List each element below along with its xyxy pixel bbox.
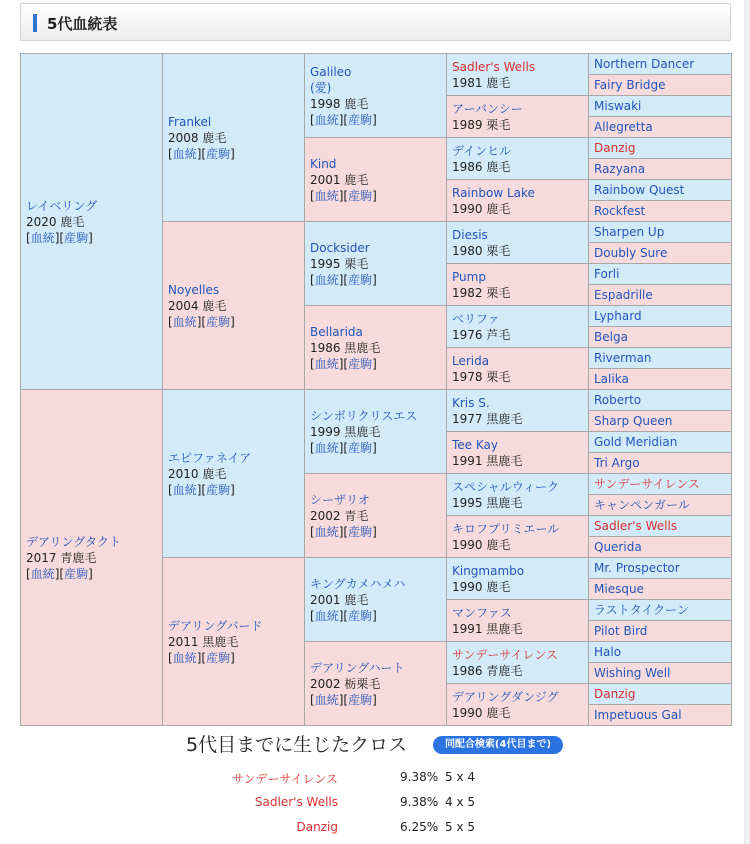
horse-info: 1986 青鹿毛 <box>452 663 523 678</box>
horse-links: [血統][産駒] <box>168 146 235 161</box>
gen4-cell <box>447 348 589 390</box>
cross-horse-link[interactable]: サンデーサイレンス <box>232 772 338 786</box>
horse-name-link[interactable]: Fairy Bridge <box>594 78 666 92</box>
horse-name-link[interactable]: Galileo <box>310 64 352 79</box>
sanku-link[interactable]: 産駒 <box>348 692 373 707</box>
gen5-cell <box>589 495 732 516</box>
section-header <box>20 3 731 41</box>
horse-info: 1995 黒鹿毛 <box>452 495 523 510</box>
horse-info: 2010 鹿毛 <box>168 466 227 481</box>
horse-name-link[interactable]: Rainbow Lake <box>452 185 535 200</box>
horse-name-link[interactable]: Gold Meridian <box>594 435 678 449</box>
horse-name-link[interactable]: Northern Dancer <box>594 57 695 71</box>
horse-name-link[interactable]: Danzig <box>594 141 636 155</box>
horse-name-link[interactable]: ベリファ <box>452 311 500 326</box>
gen3-cell <box>305 54 447 138</box>
horse-info: 2020 鹿毛 <box>26 214 85 229</box>
gen5-cell <box>589 180 732 201</box>
cross-row <box>200 820 520 838</box>
horse-info: 1991 黒鹿毛 <box>452 453 523 468</box>
gen5-cell <box>589 327 732 348</box>
horse-name-link[interactable]: Kingmambo <box>452 563 525 578</box>
horse-name-link[interactable]: Sadler's Wells <box>594 519 678 533</box>
cross-row <box>200 795 520 813</box>
cross-horse-link[interactable]: Danzig <box>296 820 338 834</box>
cross-section-title: 5代目までに生じたクロス <box>186 734 408 756</box>
horse-name-link[interactable]: Pump <box>452 269 486 284</box>
horse-name-link[interactable]: Sadler's Wells <box>452 59 536 74</box>
horse-info: 1978 栗毛 <box>452 369 511 384</box>
sanku-link[interactable]: 産駒 <box>348 524 373 539</box>
ketto-link[interactable]: 血統 <box>172 146 197 161</box>
horse-name-link[interactable]: Tri Argo <box>594 456 640 470</box>
horse-name-link[interactable]: Rockfest <box>594 204 646 218</box>
horse-info: 1990 鹿毛 <box>452 579 511 594</box>
horse-info: 1999 黒鹿毛 <box>310 424 381 439</box>
cross-generation: 5 x 5 <box>445 820 475 834</box>
horse-name-link[interactable]: Miswaki <box>594 99 642 113</box>
horse-name-link[interactable]: Allegretta <box>594 120 653 134</box>
gen3-cell <box>305 390 447 474</box>
horse-origin: (愛) <box>310 80 332 95</box>
horse-links: [血統][産駒] <box>310 692 377 707</box>
horse-name-link[interactable]: デインヒル <box>452 143 512 158</box>
ketto-link[interactable]: 血統 <box>30 566 55 581</box>
ketto-link[interactable]: 血統 <box>314 524 339 539</box>
gen3-cell <box>305 474 447 558</box>
horse-info: 2001 鹿毛 <box>310 172 369 187</box>
horse-info: 1982 栗毛 <box>452 285 511 300</box>
pedigree-table <box>20 53 732 726</box>
horse-info: 1986 黒鹿毛 <box>310 340 381 355</box>
horse-name-link[interactable]: Wishing Well <box>594 666 671 680</box>
horse-name-link[interactable]: Frankel <box>168 114 212 129</box>
sanku-link[interactable]: 産駒 <box>348 440 373 455</box>
horse-links: [血統][産駒] <box>26 566 93 581</box>
horse-name-link[interactable]: Sharp Queen <box>594 414 673 428</box>
same-mating-search-button[interactable]: 同配合検索(4代目まで) <box>433 736 563 754</box>
horse-links: [血統][産駒] <box>26 230 93 245</box>
gen2-cell <box>163 222 305 390</box>
gen3-cell <box>305 222 447 306</box>
gen5-cell <box>589 537 732 558</box>
gen4-cell <box>447 264 589 306</box>
gen3-cell <box>305 306 447 390</box>
horse-info: 2004 鹿毛 <box>168 298 227 313</box>
horse-info: 1976 芦毛 <box>452 327 511 342</box>
horse-info: 1991 黒鹿毛 <box>452 621 523 636</box>
sanku-link[interactable]: 産駒 <box>206 146 231 161</box>
gen5-cell <box>589 432 732 453</box>
sire-cell <box>21 54 163 390</box>
horse-name-link[interactable]: エピファネイア <box>168 450 252 465</box>
horse-name-link[interactable]: キングカメハメハ <box>310 576 406 591</box>
gen5-cell <box>589 75 732 96</box>
cross-percent: 9.38% <box>400 795 439 809</box>
horse-info: 1990 鹿毛 <box>452 705 511 720</box>
ketto-link[interactable]: 血統 <box>172 314 197 329</box>
gen3-cell <box>305 642 447 726</box>
horse-name-link[interactable]: Sharpen Up <box>594 225 665 239</box>
horse-name-link[interactable]: Razyana <box>594 162 646 176</box>
gen5-cell <box>589 621 732 642</box>
sanku-link[interactable]: 産駒 <box>64 230 89 245</box>
horse-links: [血統][産駒] <box>310 188 377 203</box>
gen4-cell <box>447 306 589 348</box>
horse-links: [血統][産駒] <box>310 356 377 371</box>
gen4-cell <box>447 684 589 726</box>
ketto-link[interactable]: 血統 <box>314 608 339 623</box>
ketto-link[interactable]: 血統 <box>314 188 339 203</box>
gen5-cell <box>589 516 732 537</box>
horse-name-link[interactable]: キャンペンガール <box>594 498 690 512</box>
ketto-link[interactable]: 血統 <box>172 482 197 497</box>
horse-name-link[interactable]: Lyphard <box>594 309 642 323</box>
section-title: 5代血統表 <box>47 15 118 33</box>
horse-name-link[interactable]: Espadrille <box>594 288 653 302</box>
horse-name-link[interactable]: Querida <box>594 540 642 554</box>
horse-info: 2017 青鹿毛 <box>26 550 97 565</box>
gen5-cell <box>589 369 732 390</box>
gen5-cell <box>589 201 732 222</box>
ketto-link[interactable]: 血統 <box>172 650 197 665</box>
horse-info: 1998 鹿毛 <box>310 96 369 111</box>
gen2-cell <box>163 390 305 558</box>
gen5-cell <box>589 159 732 180</box>
gen5-cell <box>589 579 732 600</box>
horse-name-link[interactable]: Tee Kay <box>452 437 498 452</box>
horse-info: 1981 鹿毛 <box>452 75 511 90</box>
horse-info: 2011 黒鹿毛 <box>168 634 239 649</box>
gen4-cell <box>447 432 589 474</box>
horse-links: [血統][産駒] <box>310 608 377 623</box>
cross-row <box>200 770 520 788</box>
ketto-link[interactable]: 血統 <box>314 272 339 287</box>
horse-info: 2001 鹿毛 <box>310 592 369 607</box>
horse-info: 1986 鹿毛 <box>452 159 511 174</box>
cross-horse-link[interactable]: Sadler's Wells <box>254 795 338 809</box>
ketto-link[interactable]: 血統 <box>30 230 55 245</box>
cross-percent: 6.25% <box>400 820 439 834</box>
horse-name-link[interactable]: サンデーサイレンス <box>594 477 700 491</box>
horse-name-link[interactable]: デアリングダンジグ <box>452 689 559 704</box>
gen5-cell <box>589 138 732 159</box>
gen3-cell <box>305 138 447 222</box>
gen5-cell <box>589 285 732 306</box>
horse-name-link[interactable]: Halo <box>594 645 622 659</box>
horse-name-link[interactable]: Mr. Prospector <box>594 561 680 575</box>
gen5-cell <box>589 243 732 264</box>
horse-name-link[interactable]: デアリングバード <box>168 618 263 633</box>
ketto-link[interactable]: 血統 <box>314 692 339 707</box>
gen4-cell <box>447 138 589 180</box>
gen5-cell <box>589 264 732 285</box>
horse-info: 1980 栗毛 <box>452 243 511 258</box>
gen4-cell <box>447 558 589 600</box>
horse-name-link[interactable]: シーザリオ <box>310 492 370 507</box>
horse-info: 2008 鹿毛 <box>168 130 227 145</box>
dam-cell <box>21 390 163 726</box>
gen5-cell <box>589 117 732 138</box>
horse-name-link[interactable]: Miesque <box>594 582 644 596</box>
horse-name-link[interactable]: Riverman <box>594 351 652 365</box>
horse-name-link[interactable]: レイベリング <box>26 198 98 213</box>
horse-name-link[interactable]: シンボリクリスエス <box>310 408 418 423</box>
sanku-link[interactable]: 産駒 <box>348 356 373 371</box>
horse-name-link[interactable]: Diesis <box>452 227 488 242</box>
gen5-cell <box>589 411 732 432</box>
horse-info: 1990 鹿毛 <box>452 201 511 216</box>
sanku-link[interactable]: 産駒 <box>348 188 373 203</box>
horse-name-link[interactable]: Kind <box>310 156 337 171</box>
ketto-link[interactable]: 血統 <box>314 356 339 371</box>
horse-name-link[interactable]: Roberto <box>594 393 642 407</box>
horse-name-link[interactable]: Bellarida <box>310 324 363 339</box>
gen5-cell <box>589 684 732 705</box>
horse-name-link[interactable]: Lalika <box>594 372 629 386</box>
sanku-link[interactable]: 産駒 <box>348 112 373 127</box>
gen4-cell <box>447 222 589 264</box>
horse-links: [血統][産駒] <box>310 272 377 287</box>
horse-name-link[interactable]: サンデーサイレンス <box>452 647 558 662</box>
horse-name-link[interactable]: スペシャルウィーク <box>452 479 560 494</box>
horse-info: 1990 鹿毛 <box>452 537 511 552</box>
horse-links: [血統][産駒] <box>310 440 377 455</box>
sanku-link[interactable]: 産駒 <box>206 650 231 665</box>
cross-percent: 9.38% <box>400 770 439 784</box>
gen5-cell <box>589 663 732 684</box>
horse-links: [血統][産駒] <box>310 112 377 127</box>
gen2-cell <box>163 54 305 222</box>
sanku-link[interactable]: 産駒 <box>348 608 373 623</box>
header-accent-bar <box>33 14 37 32</box>
ketto-link[interactable]: 血統 <box>314 112 339 127</box>
cross-generation: 5 x 4 <box>445 770 475 784</box>
horse-name-link[interactable]: キロフプリミエール <box>452 521 560 536</box>
gen5-cell <box>589 96 732 117</box>
horse-name-link[interactable]: Rainbow Quest <box>594 183 685 197</box>
horse-name-link[interactable]: デアリングハート <box>310 660 405 675</box>
horse-links: [血統][産駒] <box>168 314 235 329</box>
gen4-cell <box>447 390 589 432</box>
gen4-cell <box>447 96 589 138</box>
gen4-cell <box>447 600 589 642</box>
scrollbar[interactable] <box>744 0 750 844</box>
horse-name-link[interactable]: マンファス <box>452 605 512 620</box>
horse-name-link[interactable]: Pilot Bird <box>594 624 648 638</box>
gen5-cell <box>589 306 732 327</box>
gen5-cell <box>589 600 732 621</box>
gen2-cell <box>163 558 305 726</box>
gen5-cell <box>589 222 732 243</box>
horse-name-link[interactable]: Belga <box>594 330 628 344</box>
gen5-cell <box>589 558 732 579</box>
horse-name-link[interactable]: Impetuous Gal <box>594 708 682 722</box>
horse-name-link[interactable]: Kris S. <box>452 395 490 410</box>
gen5-cell <box>589 390 732 411</box>
horse-name-link[interactable]: アーバンシー <box>452 101 523 116</box>
gen4-cell <box>447 474 589 516</box>
sanku-link[interactable]: 産駒 <box>206 482 231 497</box>
horse-name-link[interactable]: ラストタイクーン <box>594 603 689 617</box>
gen5-cell <box>589 453 732 474</box>
cross-generation: 4 x 5 <box>445 795 475 809</box>
horse-name-link[interactable]: Docksider <box>310 240 370 255</box>
gen4-cell <box>447 180 589 222</box>
horse-name-link[interactable]: Lerida <box>452 353 490 368</box>
horse-info: 2002 青毛 <box>310 508 369 523</box>
gen4-cell <box>447 642 589 684</box>
horse-name-link[interactable]: デアリングタクト <box>26 534 122 549</box>
gen5-cell <box>589 348 732 369</box>
sanku-link[interactable]: 産駒 <box>348 272 373 287</box>
gen5-cell <box>589 642 732 663</box>
horse-links: [血統][産駒] <box>168 650 235 665</box>
horse-info: 2002 栃栗毛 <box>310 676 381 691</box>
horse-info: 1977 黒鹿毛 <box>452 411 523 426</box>
horse-links: [血統][産駒] <box>168 482 235 497</box>
sanku-link[interactable]: 産駒 <box>206 314 231 329</box>
gen5-cell <box>589 474 732 495</box>
sanku-link[interactable]: 産駒 <box>64 566 89 581</box>
horse-name-link[interactable]: Noyelles <box>168 282 220 297</box>
horse-name-link[interactable]: Doubly Sure <box>594 246 668 260</box>
horse-name-link[interactable]: Forli <box>594 267 620 281</box>
horse-info: 1989 栗毛 <box>452 117 511 132</box>
horse-links: [血統][産駒] <box>310 524 377 539</box>
gen3-cell <box>305 558 447 642</box>
gen5-cell <box>589 705 732 726</box>
horse-name-link[interactable]: Danzig <box>594 687 636 701</box>
gen4-cell <box>447 54 589 96</box>
gen5-cell <box>589 54 732 75</box>
gen4-cell <box>447 516 589 558</box>
horse-info: 1995 栗毛 <box>310 256 369 271</box>
ketto-link[interactable]: 血統 <box>314 440 339 455</box>
